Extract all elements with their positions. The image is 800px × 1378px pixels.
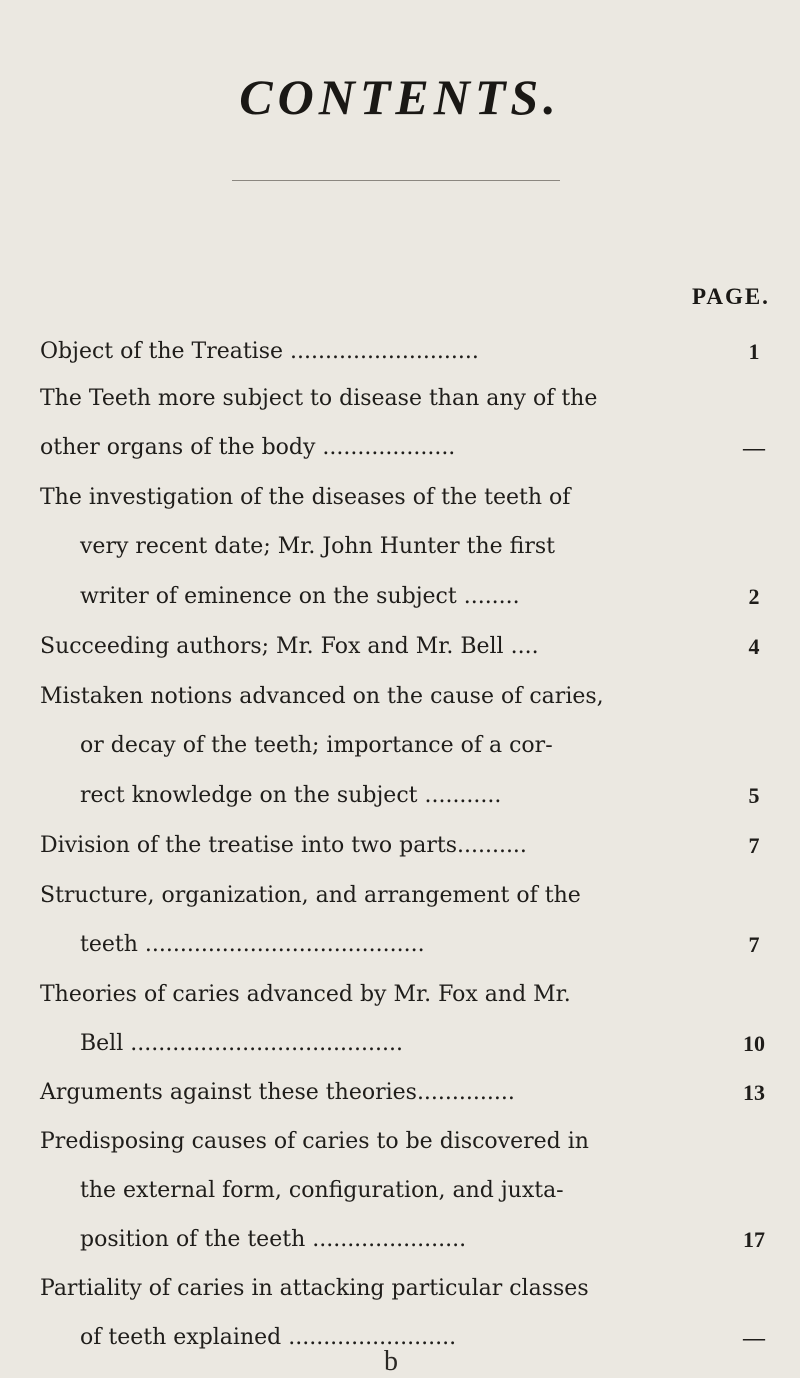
- toc-entry-text: Bell .......................................: [80, 1031, 403, 1056]
- toc-entry-text: position of the teeth ......................: [80, 1227, 467, 1252]
- toc-entry-text: The Teeth more subject to disease than any of the: [40, 386, 598, 411]
- toc-entry-page: 5: [748, 783, 760, 808]
- page-title: CONTENTS.: [239, 69, 561, 125]
- toc-entry-text: Structure, organization, and arrangement of the: [40, 883, 581, 908]
- toc-entry-text: other organs of the body ...................: [40, 435, 456, 460]
- title-rule: [232, 180, 560, 181]
- toc-entry-page: 4: [748, 634, 760, 659]
- page-column-header: PAGE.: [692, 284, 770, 309]
- toc-entry-text: Arguments against these theories..............: [40, 1080, 515, 1105]
- toc-entry-page: —: [743, 1325, 765, 1350]
- toc-entry-page: 7: [748, 833, 760, 858]
- toc-entry-page: 10: [743, 1031, 765, 1056]
- toc-entry-text: The investigation of the diseases of the teeth of: [40, 485, 571, 510]
- toc-entry-text: Predisposing causes of caries to be discovered in: [40, 1129, 589, 1154]
- toc-entry-text: very recent date; Mr. John Hunter the first: [80, 534, 555, 559]
- toc-entry-text: Succeeding authors; Mr. Fox and Mr. Bell ....: [40, 634, 539, 659]
- page-folio: b: [384, 1346, 398, 1377]
- toc-entry-text: Mistaken notions advanced on the cause of caries,: [40, 684, 604, 709]
- toc-entry-page: 17: [743, 1227, 765, 1252]
- toc-entry-text: or decay of the teeth; importance of a cor-: [80, 733, 553, 758]
- toc-entry-text: rect knowledge on the subject ...........: [80, 783, 502, 808]
- toc-entry-text: Object of the Treatise ...........................: [40, 339, 479, 364]
- toc-entry-text: writer of eminence on the subject ........: [80, 584, 520, 609]
- toc-entry-page: 7: [748, 932, 760, 957]
- toc-entry-page: 2: [748, 584, 760, 609]
- toc-entry-text: Theories of caries advanced by Mr. Fox and Mr.: [40, 982, 571, 1007]
- toc-entry-page: 13: [743, 1080, 765, 1105]
- toc-entry-text: Division of the treatise into two parts..........: [40, 833, 527, 858]
- toc-entry-text: the external form, configuration, and juxta-: [80, 1178, 564, 1203]
- toc-entry-page: 1: [748, 339, 760, 364]
- toc-entry-text: Partiality of caries in attacking particular classes: [40, 1276, 589, 1301]
- toc-entry-text: teeth ........................................: [80, 932, 425, 957]
- toc-entry-text: of teeth explained ........................: [80, 1325, 457, 1350]
- toc-entry-page: —: [743, 435, 765, 460]
